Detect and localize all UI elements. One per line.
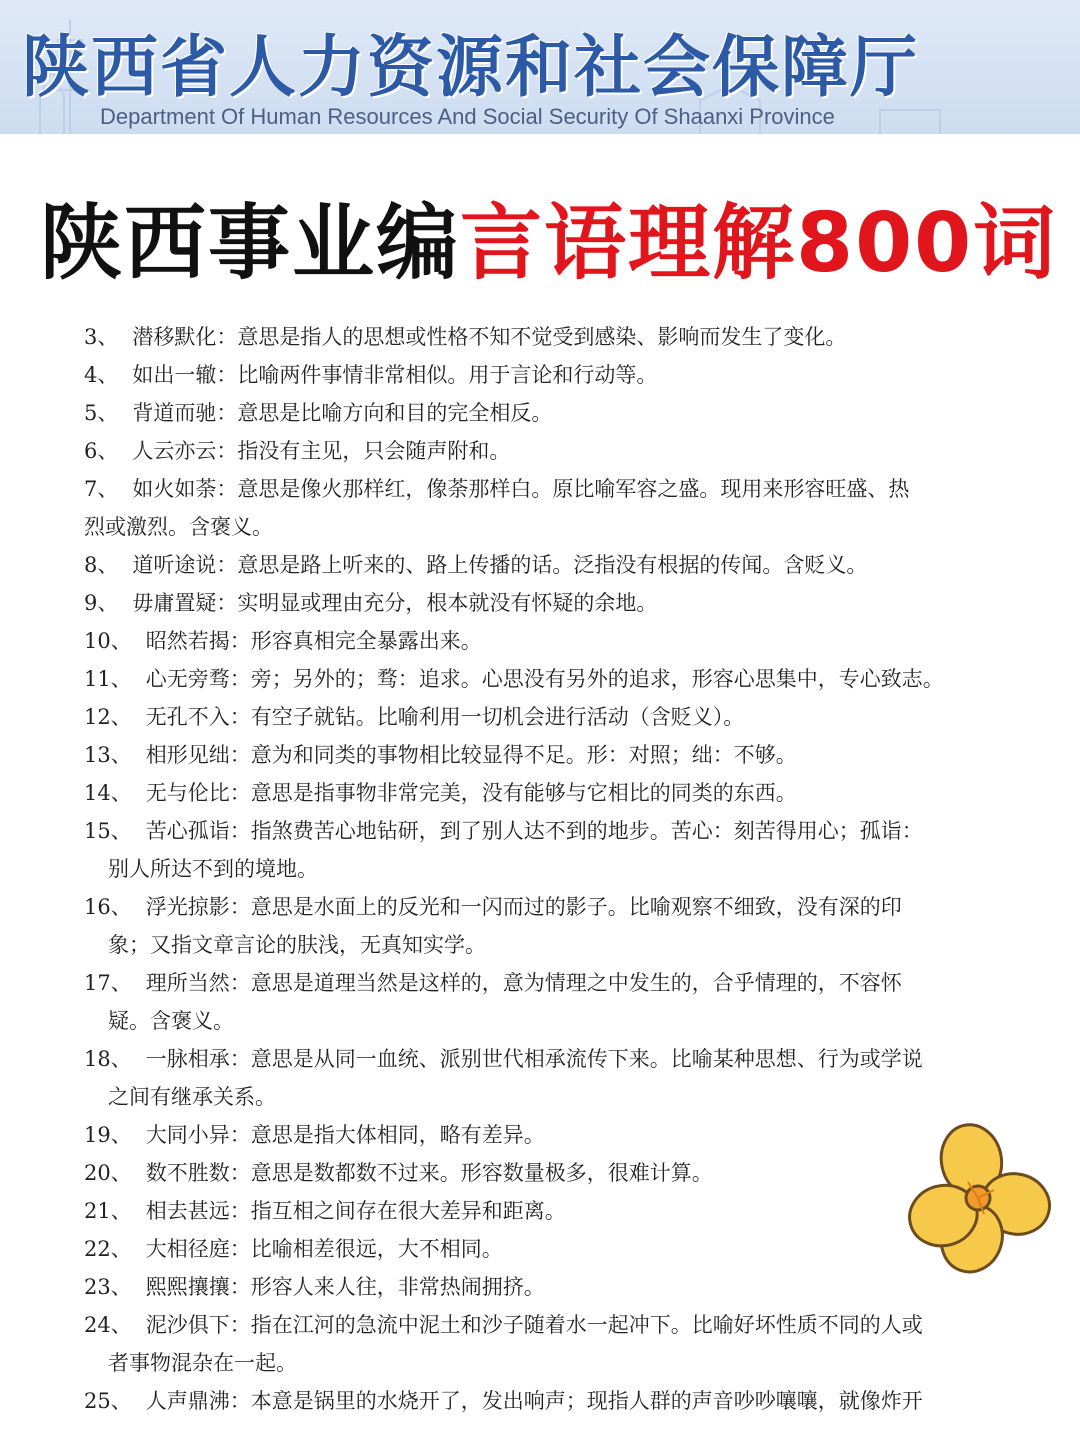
item-text: 无与伦比：意思是指事物非常完美，没有能够与它相比的同类的东西。 [145, 781, 797, 805]
item-text: 数不胜数：意思是数都数不过来。形容数量极多，很难计算。 [145, 1161, 713, 1185]
item-text: 一脉相承：意思是从同一血统、派别世代相承流传下来。比喻某种思想、行为或学说 [145, 1047, 923, 1071]
department-title: 陕西省人力资源和社会保障厅 [22, 28, 919, 106]
list-item [84, 1268, 984, 1306]
list-item-continuation: 者事物混杂在一起。 [108, 1351, 297, 1375]
item-number: 25、 [84, 1389, 132, 1413]
list-item [84, 888, 984, 926]
department-subtitle: Department Of Human Resources And Social Security Of Shaanxi Province [100, 104, 835, 129]
item-text: 背道而驰：意思是比喻方向和目的完全相反。 [132, 401, 553, 425]
item-text: 无孔不入：有空子就钻。比喻利用一切机会进行活动（含贬义）。 [145, 705, 745, 729]
item-number: 13、 [84, 743, 132, 767]
list-item [84, 660, 984, 698]
item-text: 心无旁骛：旁；另外的；骛：追求。心思没有另外的追求，形容心思集中，专心致志。 [145, 667, 944, 691]
vocabulary-list [84, 322, 984, 1440]
item-text: 人声鼎沸：本意是锅里的水烧开了，发出响声；现指人群的声音吵吵嚷嚷，就像炸开 [145, 1389, 923, 1413]
flower-sticker [898, 1118, 1058, 1278]
list-item [84, 1382, 984, 1420]
title-red-part: 言语理解800词 [460, 196, 1058, 291]
list-item [84, 470, 984, 508]
item-number: 5、 [84, 401, 119, 425]
list-item-continuation: 之间有继承关系。 [108, 1085, 276, 1109]
list-item-continuation: 象；又指文章言论的肤浅，无真知实学。 [108, 933, 486, 957]
item-text: 泥沙俱下：指在江河的急流中泥土和沙子随着水一起冲下。比喻好坏性质不同的人或 [145, 1313, 923, 1337]
list-item-continuation: 烈或激烈。含褒义。 [84, 515, 273, 539]
item-number: 18、 [84, 1047, 132, 1071]
item-text: 理所当然：意思是道理当然是这样的，意为情理之中发生的，合乎情理的，不容怀 [145, 971, 902, 995]
list-item [84, 1040, 984, 1078]
item-text: 苦心孤诣：指煞费苦心地钻研，到了别人达不到的地步。苦心：刻苦得用心；孤诣： [145, 819, 923, 843]
list-item [84, 432, 984, 470]
item-number: 10、 [84, 629, 132, 653]
list-item [84, 964, 984, 1002]
item-text: 相去甚远：指互相之间存在很大差异和距离。 [145, 1199, 566, 1223]
list-item [84, 584, 984, 622]
list-item [84, 1306, 984, 1344]
list-item [84, 774, 984, 812]
item-number: 3、 [84, 325, 119, 349]
list-item [84, 698, 984, 736]
item-text: 昭然若揭：形容真相完全暴露出来。 [145, 629, 482, 653]
page-title [40, 178, 1057, 295]
item-number: 19、 [84, 1123, 132, 1147]
item-text: 潜移默化：意思是指人的思想或性格不知不觉受到感染、影响而发生了变化。 [132, 325, 847, 349]
item-text: 如出一辙：比喻两件事情非常相似。用于言论和行动等。 [132, 363, 658, 387]
item-number: 20、 [84, 1161, 132, 1185]
item-text: 浮光掠影：意思是水面上的反光和一闪而过的影子。比喻观察不细致，没有深的印 [145, 895, 902, 919]
header-banner [0, 0, 1080, 134]
list-item [84, 1154, 984, 1192]
item-number: 15、 [84, 819, 132, 843]
item-text: 道听途说：意思是路上听来的、路上传播的话。泛指没有根据的传闻。含贬义。 [132, 553, 868, 577]
title-black-part: 陕西事业编 [40, 196, 461, 291]
item-number: 22、 [84, 1237, 132, 1261]
list-item [84, 622, 984, 660]
item-number: 7、 [84, 477, 119, 501]
list-item [84, 546, 984, 584]
item-number: 23、 [84, 1275, 132, 1299]
list-item [84, 736, 984, 774]
item-number: 9、 [84, 591, 119, 615]
item-text: 如火如荼：意思是像火那样红，像荼那样白。原比喻军容之盛。现用来形容旺盛、热 [132, 477, 910, 501]
list-item [84, 394, 984, 432]
item-number: 6、 [84, 439, 119, 463]
list-item [84, 1192, 984, 1230]
item-text: 大相径庭：比喻相差很远，大不相同。 [145, 1237, 503, 1261]
item-number: 8、 [84, 553, 119, 577]
item-text: 熙熙攘攘：形容人来人往，非常热闹拥挤。 [145, 1275, 545, 1299]
list-item-continuation: 别人所达不到的境地。 [108, 857, 318, 881]
item-number: 12、 [84, 705, 132, 729]
item-number: 21、 [84, 1199, 132, 1223]
item-text: 大同小异：意思是指大体相同，略有差异。 [145, 1123, 545, 1147]
item-text: 相形见绌：意为和同类的事物相比较显得不足。形：对照；绌：不够。 [145, 743, 797, 767]
item-number: 17、 [84, 971, 132, 995]
item-text: 人云亦云：指没有主见，只会随声附和。 [132, 439, 511, 463]
item-number: 14、 [84, 781, 132, 805]
item-number: 16、 [84, 895, 132, 919]
list-item-continuation: 疑。含褒义。 [108, 1009, 234, 1033]
item-number: 11、 [84, 667, 132, 691]
list-item [84, 1116, 984, 1154]
item-number: 24、 [84, 1313, 132, 1337]
item-text: 毋庸置疑：实明显或理由充分，根本就没有怀疑的余地。 [132, 591, 658, 615]
list-item [84, 1230, 984, 1268]
list-item [84, 322, 984, 356]
item-number: 4、 [84, 363, 119, 387]
list-item [84, 812, 984, 850]
list-item [84, 356, 984, 394]
